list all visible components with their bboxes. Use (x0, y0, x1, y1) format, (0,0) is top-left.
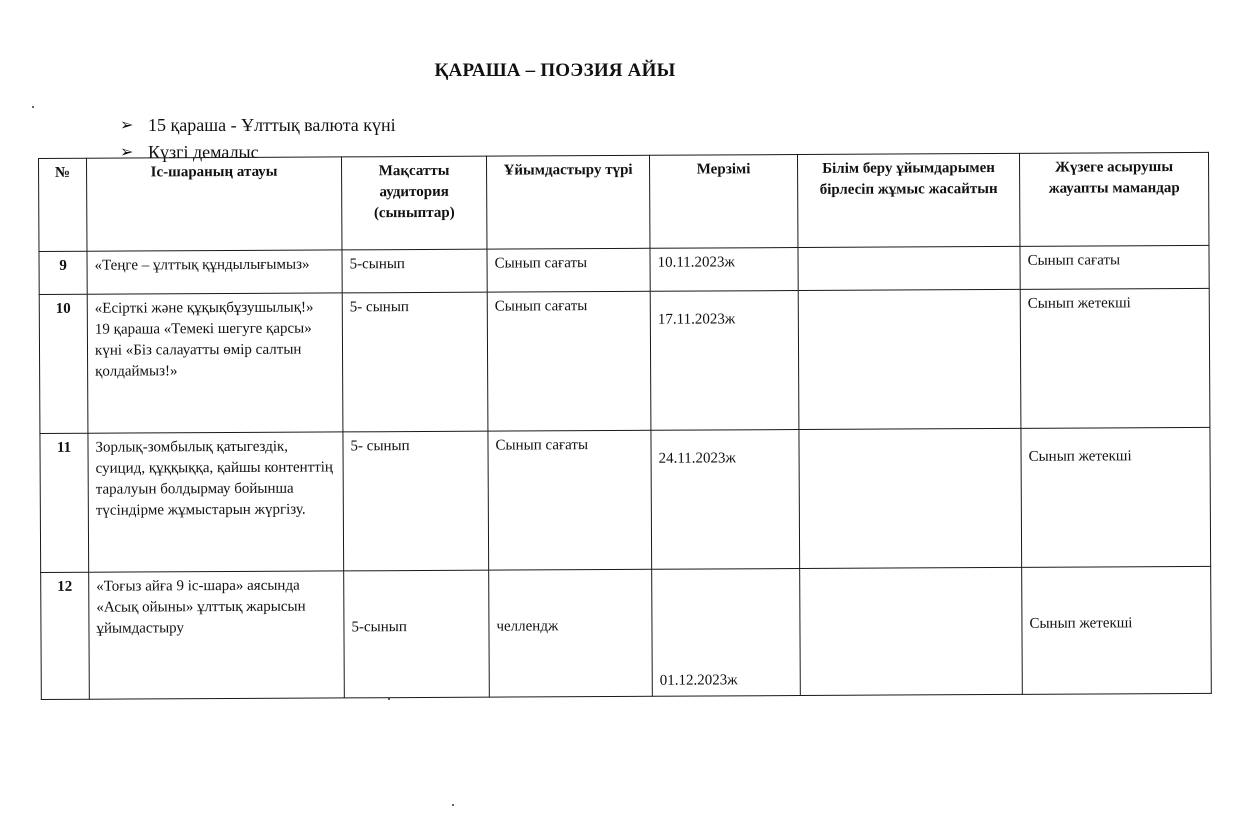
cell-partners (800, 567, 1023, 695)
cell-num: 10 (39, 294, 88, 433)
table-row (40, 427, 1211, 572)
cell-responsible: Сынып жетекші (1022, 566, 1212, 694)
arrow-bullet-icon: ➢ (120, 144, 134, 161)
header-name: Іс-шараның атауы (87, 157, 342, 251)
page-title: ҚАРАША – ПОЭЗИЯ АЙЫ (434, 60, 676, 81)
cell-responsible: Сынып жетекші (1021, 427, 1211, 567)
bullet-text: Күзгі демалыс (148, 142, 259, 162)
cell-num: 11 (40, 433, 89, 572)
cell-date: 24.11.2023ж (651, 430, 800, 570)
header-form: Ұйымдастыру түрі (486, 155, 649, 249)
cell-audience: 5- сынып (343, 431, 489, 571)
cell-audience: 5-сынып (342, 249, 487, 293)
cell-partners (798, 289, 1021, 429)
cell-form: челлендж (489, 569, 653, 697)
cell-name: «Тоғыз айға 9 іс-шара» аясында «Асық ойыны» ұлттық жарысын ұйымдастыру (89, 571, 345, 699)
cell-date: 01.12.2023ж (652, 569, 801, 697)
cell-name: «Теңге – ұлттық құндылығымыз» (87, 250, 342, 294)
cell-responsible: Сынып жетекші (1020, 288, 1210, 428)
arrow-bullet-icon: ➢ (120, 117, 134, 134)
cell-partners (798, 246, 1020, 290)
events-table (38, 152, 1212, 700)
header-audience: Мақсатты аудитория (сыныптар) (341, 156, 486, 250)
cell-audience: 5- сынып (342, 292, 488, 432)
cell-name: «Есірткі және құқықбұзушылық!» 19 қараша «Темекі шегуге қарсы» күні «Біз салауатты өмір салтын қолдаймыз!» (87, 293, 343, 433)
cell-name: Зорлық-зомбылық қатыгездік, суицид, құққыққа, қайшы контенттің таралуын болдырмау бойынша түсіндірме жұмыстарын жүргізу. (88, 432, 344, 572)
header-responsible: Жүзеге асырушы жауапты мамандар (1019, 152, 1208, 246)
scan-speck (452, 804, 454, 806)
cell-partners (799, 428, 1022, 568)
table-row (39, 245, 1209, 294)
bullet-text: 15 қараша - Ұлттық валюта күні (148, 115, 396, 135)
cell-num: 9 (39, 251, 87, 294)
cell-responsible: Сынып сағаты (1020, 245, 1209, 289)
cell-audience: 5-сынып (344, 570, 490, 698)
cell-form: Сынып сағаты (487, 291, 651, 431)
bullet-item (120, 112, 396, 139)
scan-speck (388, 698, 390, 700)
table-row (39, 288, 1210, 433)
table-header-row (39, 152, 1209, 251)
cell-date: 17.11.2023ж (650, 291, 799, 431)
cell-form: Сынып сағаты (487, 248, 650, 292)
cell-form: Сынып сағаты (488, 430, 652, 570)
header-date: Мерзімі (649, 155, 797, 249)
cell-num: 12 (41, 572, 90, 699)
cell-date: 10.11.2023ж (650, 248, 798, 292)
table-row (41, 566, 1212, 699)
scan-speck (32, 106, 34, 108)
header-num: № (39, 158, 87, 251)
header-partners: Білім беру ұйымдарымен бірлесіп жұмыс жасайтын (797, 153, 1019, 247)
